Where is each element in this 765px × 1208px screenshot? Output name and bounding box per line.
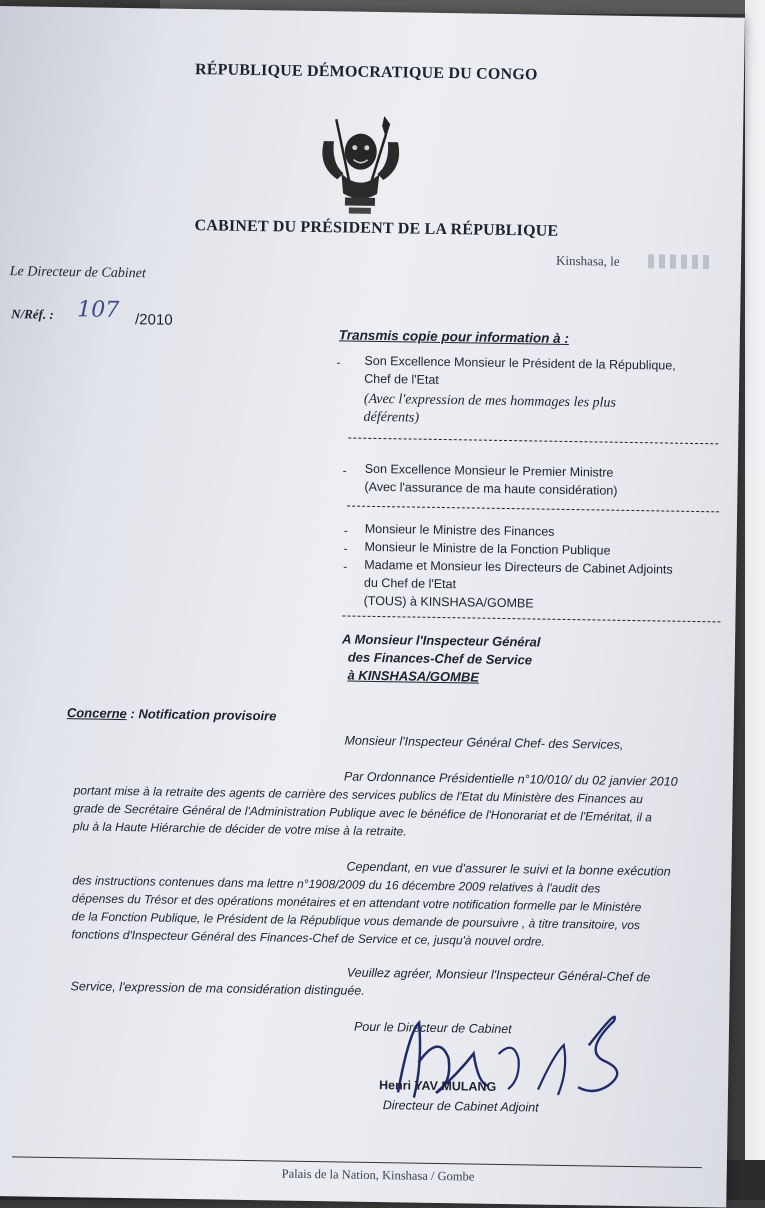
recipient-deputy-directors-location: (TOUS) à KINSHASA/GOMBE: [363, 593, 534, 611]
transmission-title: Transmis copie pour information à :: [338, 327, 570, 346]
subject-text: : Notification provisoire: [126, 706, 277, 724]
reference-number: 107: [77, 297, 120, 323]
subject-label: Concerne: [66, 705, 127, 722]
place-date: Kinshasa, le: [555, 252, 620, 269]
reference-label: N/Réf. :: [11, 306, 54, 322]
letter-page: [0, 6, 745, 1208]
bullet-dash: -: [343, 559, 348, 574]
closing-line: Service, l'expression de ma considération distinguée.: [70, 979, 365, 998]
separator-line: [347, 506, 719, 513]
paragraph-1-line: portant mise à la retraite des agents de carrière des services publics de l'Etat du Ministère des Finances au: [73, 783, 643, 807]
addressee-line3: à KINSHASA/GOMBE: [347, 667, 480, 685]
paragraph-1-line: plu à la Haute Hiérarchie de décider de votre mise à la retraite.: [73, 819, 407, 839]
paragraph-2-line: des instructions contenues dans ma lettre n°1908/2009 du 16 décembre 2009 relatives à l'audit des: [72, 873, 601, 896]
footer-rule: [12, 1156, 702, 1168]
paragraph-2-line: dépenses du Trésor et des opérations monétaires et en attendant votre notification formelle par le Ministère: [71, 891, 642, 915]
separator-line: [342, 615, 720, 622]
recipient-deputy-directors-line2: du Chef de l'Etat: [363, 575, 457, 592]
recipient-deputy-directors: Madame et Monsieur les Directeurs de Cabinet Adjoints: [364, 557, 673, 577]
paragraph-1-line: Par Ordonnance Présidentielle n°10/010/ du 02 janvier 2010: [343, 769, 678, 789]
signatory-name: Henri YAV MULANG: [378, 1078, 497, 1094]
cabinet-heading: CABINET DU PRÉSIDENT DE LA RÉPUBLIQUE: [194, 217, 559, 240]
signatory-title: Directeur de Cabinet Adjoint: [382, 1098, 539, 1115]
bullet-dash: -: [336, 355, 341, 370]
paragraph-2-line: de la Fonction Publique, le Président de la République vous demande de poursuivre , à titre transitoire, vos: [71, 909, 641, 933]
subject-line: [67, 705, 277, 723]
paragraph-2-line: fonctions d'Inspecteur Général des Finances-Chef de Service et ce, jusqu'à nouvel ordre.: [71, 927, 545, 949]
salutation: Monsieur l'Inspecteur Général Chef- des Services,: [344, 733, 624, 752]
congo-coat-of-arms-icon: [315, 111, 407, 217]
recipient-prime-minister: Son Excellence Monsieur le Premier Ministre: [364, 461, 614, 480]
addressee-line2: des Finances-Chef de Service: [347, 649, 533, 668]
date-redacted: [648, 254, 710, 269]
recipient-public-service-minister: Monsieur le Ministre de la Fonction Publique: [364, 539, 611, 558]
recipient-president-note: (Avec l'expression de mes hommages les plus: [363, 391, 617, 411]
recipient-finance-minister: Monsieur le Ministre des Finances: [364, 521, 555, 539]
reference-year: /2010: [134, 311, 173, 329]
signature-for-line: Pour le Directeur de Cabinet: [353, 1019, 512, 1037]
closing-line: Veuillez agréer, Monsieur l'Inspecteur Général-Chef de: [346, 965, 651, 985]
footer-address: Palais de la Nation, Kinshasa / Gombe: [281, 1166, 475, 1184]
recipient-president-title: Chef de l'Etat: [364, 371, 439, 387]
bullet-dash: -: [343, 523, 348, 538]
recipient-president-note-end: déférents): [363, 409, 420, 426]
country-heading: RÉPUBLIQUE DÉMOCRATIQUE DU CONGO: [194, 61, 538, 84]
paragraph-2-line: Cependant, en vue d'assurer le suivi et la bonne exécution: [346, 859, 671, 879]
author-title: Le Directeur de Cabinet: [9, 264, 146, 282]
recipient-president: Son Excellence Monsieur le Président de la République,: [364, 353, 676, 373]
addressee-line1: A Monsieur l'Inspecteur Général: [341, 631, 541, 650]
bullet-dash: -: [342, 463, 347, 478]
recipient-prime-minister-note: (Avec l'assurance de ma haute considération): [364, 479, 618, 498]
desk-background-right: [745, 0, 765, 1200]
bullet-dash: -: [343, 541, 348, 556]
separator-line: [348, 438, 718, 445]
paragraph-1-line: grade de Secrétaire Général de l'Administration Publique avec le bénéfice de l'Honorariat et de l'Eméritat, il a: [73, 801, 652, 825]
